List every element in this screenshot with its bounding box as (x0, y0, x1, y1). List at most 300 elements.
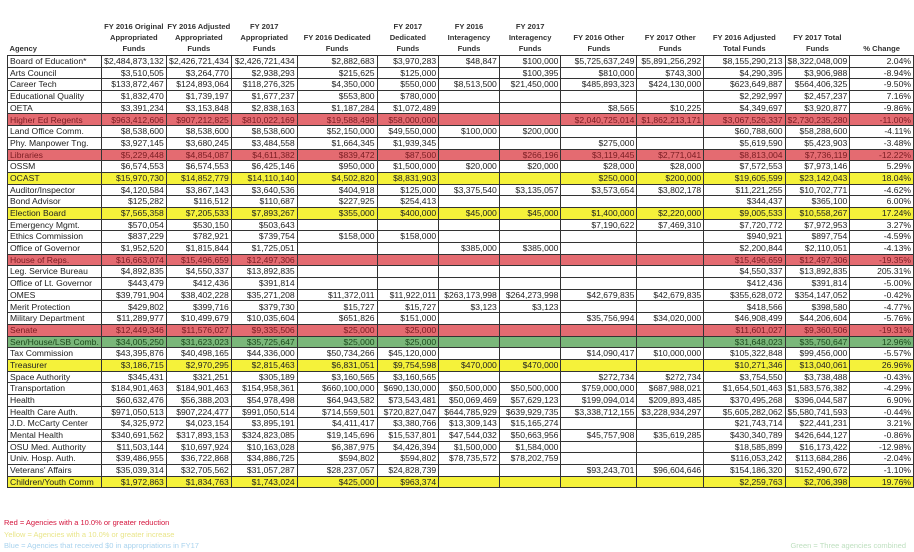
amount-cell: $2,730,235,280 (785, 114, 850, 126)
amount-cell: $116,512 (166, 196, 231, 208)
amount-cell: $15,970,730 (101, 172, 166, 184)
amount-cell: $430,340,789 (704, 430, 785, 442)
percent-change-cell: -5.76% (850, 313, 914, 325)
amount-cell: $38,402,228 (166, 289, 231, 301)
amount-cell: $4,854,087 (166, 149, 231, 161)
amount-cell: $9,754,598 (377, 359, 439, 371)
amount-cell: $570,054 (101, 219, 166, 231)
column-header: FY 2017 Appropriated Funds (240, 22, 289, 53)
amount-cell: $13,892,835 (785, 266, 850, 278)
amount-cell: $10,271,346 (704, 359, 785, 371)
amount-cell: $184,901,463 (101, 383, 166, 395)
amount-cell: $1,815,844 (166, 243, 231, 255)
amount-cell: $9,335,506 (231, 324, 297, 336)
amount-cell: $1,500,000 (377, 161, 439, 173)
amount-cell: $34,020,000 (637, 313, 704, 325)
amount-cell: $3,380,766 (377, 418, 439, 430)
amount-cell: $36,722,868 (166, 453, 231, 465)
amount-cell: $99,456,000 (785, 348, 850, 360)
amount-cell: $125,282 (101, 196, 166, 208)
amount-cell: $19,588,498 (297, 114, 377, 126)
amount-cell: $5,619,590 (704, 137, 785, 149)
column-header: FY 2016 Other Funds (573, 33, 625, 53)
amount-cell: $209,893,485 (637, 394, 704, 406)
percent-change-cell: 205.31% (850, 266, 914, 278)
amount-cell: $810,000 (561, 67, 637, 79)
amount-cell (637, 278, 704, 290)
amount-cell: $39,486,955 (101, 453, 166, 465)
agency-cell: Tax Commission (8, 348, 102, 360)
amount-cell: $398,580 (785, 301, 850, 313)
amount-cell (637, 418, 704, 430)
amount-cell: $3,802,178 (637, 184, 704, 196)
amount-cell (439, 278, 500, 290)
amount-cell: $4,325,972 (101, 418, 166, 430)
agency-cell: Health (8, 394, 102, 406)
amount-cell (439, 231, 500, 243)
amount-cell: $324,823,085 (231, 430, 297, 442)
amount-cell: $714,559,501 (297, 406, 377, 418)
table-row (8, 476, 914, 488)
table-row (8, 406, 914, 418)
amount-cell: $10,499,679 (166, 313, 231, 325)
amount-cell: $1,834,763 (166, 476, 231, 488)
column-header: FY 2016 Interagency Funds (447, 22, 491, 53)
percent-change-cell: -9.50% (850, 79, 914, 91)
amount-cell: $3,123 (499, 301, 561, 313)
table-row (8, 114, 914, 126)
amount-cell: $3,738,488 (785, 371, 850, 383)
percent-change-cell: 18.04% (850, 172, 914, 184)
amount-cell (499, 231, 561, 243)
amount-cell: $227,925 (297, 196, 377, 208)
amount-cell: $2,815,463 (231, 359, 297, 371)
amount-cell (297, 219, 377, 231)
amount-cell: $34,005,250 (101, 336, 166, 348)
percent-change-cell: -12.22% (850, 149, 914, 161)
amount-cell: $58,000,000 (377, 114, 439, 126)
amount-cell: $1,400,000 (561, 207, 637, 219)
amount-cell: $105,322,848 (704, 348, 785, 360)
amount-cell: $47,544,032 (439, 430, 500, 442)
amount-cell: $10,163,028 (231, 441, 297, 453)
percent-change-cell: -4.29% (850, 383, 914, 395)
amount-cell: $110,687 (231, 196, 297, 208)
amount-cell: $11,922,011 (377, 289, 439, 301)
amount-cell (439, 172, 500, 184)
agency-cell: Military Department (8, 313, 102, 325)
amount-cell: $687,988,021 (637, 383, 704, 395)
table-row (8, 207, 914, 219)
amount-cell (297, 254, 377, 266)
amount-cell: $58,288,600 (785, 126, 850, 138)
amount-cell: $60,788,600 (704, 126, 785, 138)
amount-cell: $25,000 (297, 324, 377, 336)
amount-cell: $4,349,697 (704, 102, 785, 114)
amount-cell: $897,754 (785, 231, 850, 243)
column-header: FY 2016 Adjusted Total Funds (712, 33, 776, 53)
percent-change-cell: -1.10% (850, 465, 914, 477)
amount-cell (561, 418, 637, 430)
amount-cell (439, 137, 500, 149)
amount-cell: $73,543,481 (377, 394, 439, 406)
amount-cell: $7,893,267 (231, 207, 297, 219)
table-row (8, 266, 914, 278)
amount-cell: $31,623,023 (166, 336, 231, 348)
amount-cell: $3,510,505 (101, 67, 166, 79)
amount-cell: $10,225 (637, 102, 704, 114)
amount-cell: $45,000 (499, 207, 561, 219)
percent-change-cell: -19.31% (850, 324, 914, 336)
amount-cell: $10,000,000 (637, 348, 704, 360)
amount-cell (561, 336, 637, 348)
amount-cell (499, 476, 561, 488)
table-row (8, 126, 914, 138)
amount-cell: $125,000 (377, 67, 439, 79)
amount-cell (439, 313, 500, 325)
amount-cell (439, 67, 500, 79)
amount-cell (637, 441, 704, 453)
agency-cell: Board of Education* (8, 56, 102, 68)
amount-cell: $907,224,477 (166, 406, 231, 418)
amount-cell: $200,000 (499, 126, 561, 138)
amount-cell: $10,035,604 (231, 313, 297, 325)
table-row (8, 465, 914, 477)
amount-cell: $12,497,306 (231, 254, 297, 266)
amount-cell: $7,565,358 (101, 207, 166, 219)
amount-cell: $1,832,470 (101, 91, 166, 103)
amount-cell: $21,743,714 (704, 418, 785, 430)
table-row (8, 453, 914, 465)
table-row (8, 184, 914, 196)
amount-cell: $19,605,599 (704, 172, 785, 184)
amount-cell: $6,831,051 (297, 359, 377, 371)
percent-change-cell: 6.00% (850, 196, 914, 208)
percent-change-cell: -4.77% (850, 301, 914, 313)
amount-cell: $2,484,873,132 (101, 56, 166, 68)
amount-cell (499, 114, 561, 126)
amount-cell: $7,190,622 (561, 219, 637, 231)
amount-cell: $399,716 (166, 301, 231, 313)
amount-cell (297, 278, 377, 290)
amount-cell: $11,601,027 (704, 324, 785, 336)
amount-cell: $4,611,382 (231, 149, 297, 161)
amount-cell: $345,431 (101, 371, 166, 383)
amount-cell (439, 196, 500, 208)
table-row (8, 91, 914, 103)
amount-cell: $35,750,647 (785, 336, 850, 348)
amount-cell: $2,200,844 (704, 243, 785, 255)
amount-cell: $11,503,144 (101, 441, 166, 453)
percent-change-cell: 12.96% (850, 336, 914, 348)
amount-cell: $651,826 (297, 313, 377, 325)
amount-cell: $7,469,310 (637, 219, 704, 231)
amount-cell (637, 266, 704, 278)
amount-cell: $43,395,876 (101, 348, 166, 360)
amount-cell: $16,663,074 (101, 254, 166, 266)
amount-cell (439, 266, 500, 278)
amount-cell: $11,289,977 (101, 313, 166, 325)
amount-cell: $50,069,469 (439, 394, 500, 406)
amount-cell: $45,757,908 (561, 430, 637, 442)
amount-cell: $22,441,231 (785, 418, 850, 430)
amount-cell: $275,000 (561, 137, 637, 149)
amount-cell: $64,943,582 (297, 394, 377, 406)
percent-change-cell: -0.86% (850, 430, 914, 442)
amount-cell (499, 137, 561, 149)
amount-cell: $8,538,600 (101, 126, 166, 138)
amount-cell: $1,743,024 (231, 476, 297, 488)
column-header: FY 2017 Dedicated Funds (389, 22, 426, 53)
amount-cell: $200,000 (637, 172, 704, 184)
amount-cell: $264,273,998 (499, 289, 561, 301)
amount-cell (637, 324, 704, 336)
amount-cell: $4,892,835 (101, 266, 166, 278)
amount-cell: $344,437 (704, 196, 785, 208)
amount-cell: $743,300 (637, 67, 704, 79)
amount-cell: $5,725,637,249 (561, 56, 637, 68)
amount-cell: $272,734 (561, 371, 637, 383)
amount-cell: $154,186,320 (704, 465, 785, 477)
amount-cell (377, 266, 439, 278)
table-row (8, 371, 914, 383)
amount-cell (439, 465, 500, 477)
agency-cell: OSU Med. Authority (8, 441, 102, 453)
amount-cell (499, 196, 561, 208)
amount-cell: $9,005,533 (704, 207, 785, 219)
amount-cell (439, 476, 500, 488)
amount-cell (377, 219, 439, 231)
amount-cell: $391,814 (231, 278, 297, 290)
amount-cell: $1,739,197 (166, 91, 231, 103)
table-row (8, 418, 914, 430)
percent-change-cell: -4.62% (850, 184, 914, 196)
amount-cell: $404,918 (297, 184, 377, 196)
amount-cell: $1,072,489 (377, 102, 439, 114)
percent-change-cell: -9.86% (850, 102, 914, 114)
amount-cell: $971,050,513 (101, 406, 166, 418)
table-row (8, 102, 914, 114)
amount-cell: $34,886,725 (231, 453, 297, 465)
amount-cell: $184,901,463 (166, 383, 231, 395)
table-row (8, 56, 914, 68)
amount-cell: $3,573,654 (561, 184, 637, 196)
agency-cell: Phy. Manpower Tng. (8, 137, 102, 149)
amount-cell: $57,629,123 (499, 394, 561, 406)
agency-cell: Univ. Hosp. Auth. (8, 453, 102, 465)
amount-cell: $780,000 (377, 91, 439, 103)
amount-cell (499, 465, 561, 477)
amount-cell (637, 196, 704, 208)
column-header: FY 2016 Adjusted Appropriated Funds (167, 22, 231, 53)
amount-cell: $158,000 (297, 231, 377, 243)
amount-cell: $3,927,145 (101, 137, 166, 149)
percent-change-cell: -0.44% (850, 406, 914, 418)
amount-cell: $118,276,325 (231, 79, 297, 91)
amount-cell (561, 231, 637, 243)
amount-cell: $8,155,290,213 (704, 56, 785, 68)
amount-cell: $3,375,540 (439, 184, 500, 196)
column-header: FY 2016 Original Appropriated Funds (104, 22, 164, 53)
amount-cell (561, 254, 637, 266)
table-row (8, 383, 914, 395)
amount-cell: $2,771,041 (637, 149, 704, 161)
amount-cell (377, 254, 439, 266)
amount-cell: $907,212,825 (166, 114, 231, 126)
amount-cell: $4,120,584 (101, 184, 166, 196)
amount-cell: $8,513,500 (439, 79, 500, 91)
amount-cell: $1,583,576,382 (785, 383, 850, 395)
amount-cell (439, 371, 500, 383)
table-row (8, 430, 914, 442)
amount-cell: $25,000 (377, 324, 439, 336)
amount-cell: $2,259,763 (704, 476, 785, 488)
amount-cell: $418,566 (704, 301, 785, 313)
agency-cell: Mental Health (8, 430, 102, 442)
amount-cell (499, 219, 561, 231)
amount-cell: $28,000 (561, 161, 637, 173)
legend-blue: Blue = Agencies that received $0 in appropriations in FY17 (4, 541, 199, 550)
amount-cell: $9,360,506 (785, 324, 850, 336)
table-row (8, 161, 914, 173)
agency-cell: Educational Quality (8, 91, 102, 103)
amount-cell: $370,495,268 (704, 394, 785, 406)
table-row (8, 313, 914, 325)
amount-cell: $50,734,266 (297, 348, 377, 360)
amount-cell (439, 324, 500, 336)
amount-cell: $133,872,467 (101, 79, 166, 91)
amount-cell: $100,000 (439, 126, 500, 138)
amount-cell: $151,000 (377, 313, 439, 325)
amount-cell: $365,100 (785, 196, 850, 208)
amount-cell: $28,237,057 (297, 465, 377, 477)
amount-cell: $7,205,533 (166, 207, 231, 219)
agency-cell: Space Authority (8, 371, 102, 383)
amount-cell: $355,000 (297, 207, 377, 219)
amount-cell: $15,165,274 (499, 418, 561, 430)
amount-cell: $266,196 (499, 149, 561, 161)
amount-cell: $20,000 (499, 161, 561, 173)
amount-cell: $15,727 (297, 301, 377, 313)
amount-cell: $2,040,725,014 (561, 114, 637, 126)
amount-cell (377, 278, 439, 290)
percent-change-cell: -12.98% (850, 441, 914, 453)
amount-cell: $1,187,284 (297, 102, 377, 114)
amount-cell: $56,388,203 (166, 394, 231, 406)
amount-cell: $564,406,325 (785, 79, 850, 91)
percent-change-cell: 6.90% (850, 394, 914, 406)
amount-cell: $739,754 (231, 231, 297, 243)
amount-cell: $24,828,739 (377, 465, 439, 477)
percent-change-cell: -4.13% (850, 243, 914, 255)
amount-cell: $78,735,572 (439, 453, 500, 465)
amount-cell: $12,497,306 (785, 254, 850, 266)
legend-red: Red = Agencies with a 10.0% or greater reduction (4, 518, 170, 527)
amount-cell: $215,625 (297, 67, 377, 79)
amount-cell: $42,679,835 (561, 289, 637, 301)
amount-cell (561, 278, 637, 290)
amount-cell: $3,867,143 (166, 184, 231, 196)
percent-change-cell: 3.27% (850, 219, 914, 231)
amount-cell: $354,147,052 (785, 289, 850, 301)
amount-cell (561, 476, 637, 488)
amount-cell: $1,677,237 (231, 91, 297, 103)
amount-cell: $11,372,011 (297, 289, 377, 301)
table-row (8, 67, 914, 79)
amount-cell: $4,550,337 (166, 266, 231, 278)
agency-cell: Health Care Auth. (8, 406, 102, 418)
amount-cell: $321,251 (166, 371, 231, 383)
amount-cell: $1,725,051 (231, 243, 297, 255)
amount-cell: $46,908,499 (704, 313, 785, 325)
amount-cell: $96,604,646 (637, 465, 704, 477)
amount-cell: $594,802 (297, 453, 377, 465)
agency-cell: Higher Ed Regents (8, 114, 102, 126)
budget-table-container (7, 4, 914, 488)
table-row (8, 336, 914, 348)
amount-cell: $8,831,903 (377, 172, 439, 184)
amount-cell: $3,895,191 (231, 418, 297, 430)
amount-cell (561, 126, 637, 138)
amount-cell: $35,756,994 (561, 313, 637, 325)
percent-change-cell: -5.00% (850, 278, 914, 290)
amount-cell: $4,550,337 (704, 266, 785, 278)
agency-cell: J.D. McCarty Center (8, 418, 102, 430)
amount-cell: $7,572,553 (704, 161, 785, 173)
amount-cell: $485,893,323 (561, 79, 637, 91)
amount-cell: $1,654,501,463 (704, 383, 785, 395)
amount-cell: $2,882,683 (297, 56, 377, 68)
amount-cell: $31,057,287 (231, 465, 297, 477)
amount-cell: $78,202,759 (499, 453, 561, 465)
amount-cell: $639,929,735 (499, 406, 561, 418)
amount-cell (499, 172, 561, 184)
percent-change-cell: -0.42% (850, 289, 914, 301)
amount-cell: $385,000 (439, 243, 500, 255)
amount-cell: $45,120,000 (377, 348, 439, 360)
amount-cell (439, 102, 500, 114)
amount-cell: $782,921 (166, 231, 231, 243)
amount-cell: $60,632,476 (101, 394, 166, 406)
amount-cell (637, 91, 704, 103)
amount-cell: $1,500,000 (439, 441, 500, 453)
amount-cell: $379,730 (231, 301, 297, 313)
header-row (8, 4, 914, 56)
table-row (8, 394, 914, 406)
amount-cell: $355,628,072 (704, 289, 785, 301)
amount-cell: $550,000 (377, 79, 439, 91)
amount-cell (297, 266, 377, 278)
percent-change-cell: -8.94% (850, 67, 914, 79)
amount-cell: $100,000 (499, 56, 561, 68)
amount-cell: $1,952,520 (101, 243, 166, 255)
amount-cell: $52,150,000 (297, 126, 377, 138)
column-header: FY 2017 Other Funds (644, 33, 696, 53)
legend-green: Green = Three agencies combined (790, 541, 906, 550)
amount-cell: $425,000 (297, 476, 377, 488)
agency-cell: Office of Lt. Governor (8, 278, 102, 290)
amount-cell: $412,436 (166, 278, 231, 290)
amount-cell: $15,537,801 (377, 430, 439, 442)
amount-cell: $660,100,000 (297, 383, 377, 395)
amount-cell: $10,558,267 (785, 207, 850, 219)
agency-cell: Senate (8, 324, 102, 336)
amount-cell: $14,110,140 (231, 172, 297, 184)
amount-cell: $5,423,903 (785, 137, 850, 149)
amount-cell: $3,264,770 (166, 67, 231, 79)
table-row (8, 196, 914, 208)
agency-cell: Auditor/Inspector (8, 184, 102, 196)
